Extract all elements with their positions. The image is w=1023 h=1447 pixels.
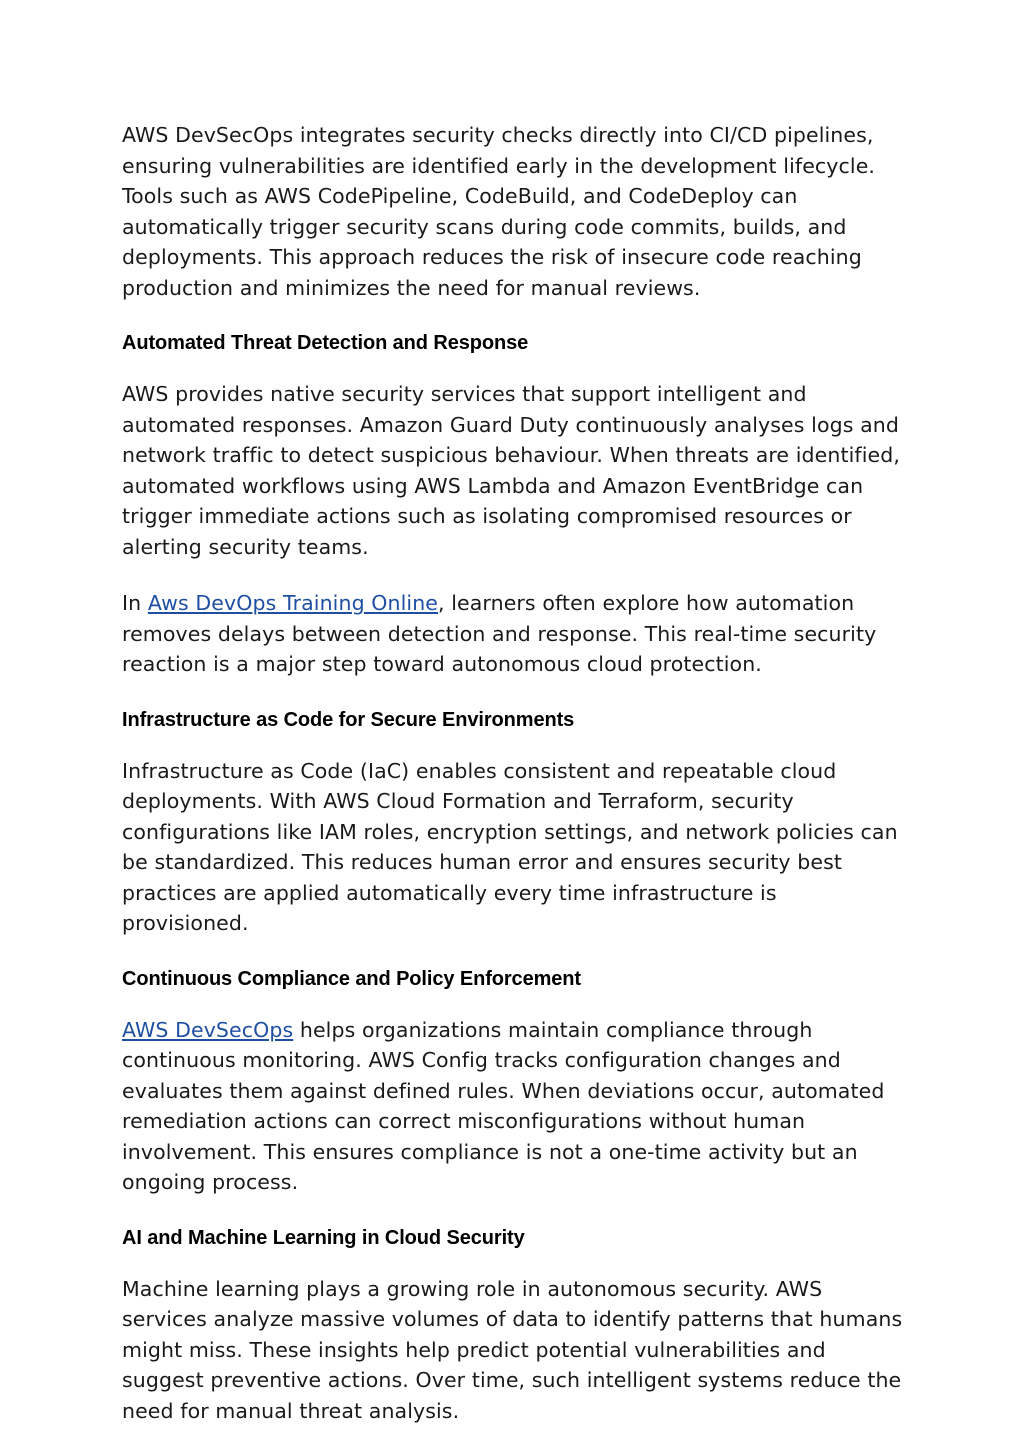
heading-continuous-compliance: Continuous Compliance and Policy Enforcement [122, 967, 581, 990]
paragraph-compliance-monitoring [122, 1015, 904, 1198]
paragraph-training-online-suffix: , learners often explore how automation removes delays between detection and response. This real-time security reaction is a major step toward autonomous cloud protection. [122, 591, 877, 676]
heading-automated-threat-detection: Automated Threat Detection and Response [122, 332, 529, 354]
paragraph-training-online-prefix: In [122, 591, 148, 615]
document-body [122, 120, 904, 1426]
paragraph-native-security-services: AWS provides native security services that support intelligent and automated responses. Amazon Guard Duty continuously analyses logs and network traffic to detect suspicious behaviour. When threats are identified, automated workflows using AWS Lambda and Amazon EventBridge can trigger immediate actions such as isolating compromised resources or alerting security teams. [122, 382, 900, 559]
paragraph-training-online [122, 588, 904, 680]
paragraph-machine-learning: Machine learning plays a growing role in autonomous security. AWS services analyze massive volumes of data to identify patterns that humans might miss. These insights help predict potential vulnerabilities and suggest preventive actions. Over time, such intelligent systems reduce the need for manual threat analysis. [122, 1276, 903, 1423]
paragraph-compliance-suffix: helps organizations maintain compliance through continuous monitoring. AWS Config tracks configuration changes and evaluates them against defined rules. When deviations occur, automated remediation actions can correct misconfigurations without human involvement. This ensures compliance is not a one-time activity but an ongoing process. [122, 1017, 885, 1194]
paragraph-intro-cicd: AWS DevSecOps integrates security checks directly into CI/CD pipelines, ensuring vulnerabilities are identified early in the development lifecycle. Tools such as AWS CodePipeline, CodeBuild, and CodeDeploy can automatically trigger security scans during code commits, builds, and deployments. This approach reduces the risk of insecure code reaching production and minimizes the need for manual reviews. [122, 123, 876, 300]
link-aws-devops-training-online[interactable]: Aws DevOps Training Online [147, 591, 439, 615]
heading-ai-machine-learning: AI and Machine Learning in Cloud Security [122, 1226, 525, 1249]
paragraph-iac-details: Infrastructure as Code (IaC) enables consistent and repeatable cloud deployments. With AWS Cloud Formation and Terraform, security configurations like IAM roles, encryption settings, and network policies can be standardized. This reduces human error and ensures security best practices are applied automatically every time infrastructure is provisioned. [122, 758, 898, 935]
heading-infrastructure-as-code: Infrastructure as Code for Secure Environments [122, 708, 575, 731]
link-aws-devsecops[interactable]: AWS DevSecOps [122, 1017, 294, 1042]
